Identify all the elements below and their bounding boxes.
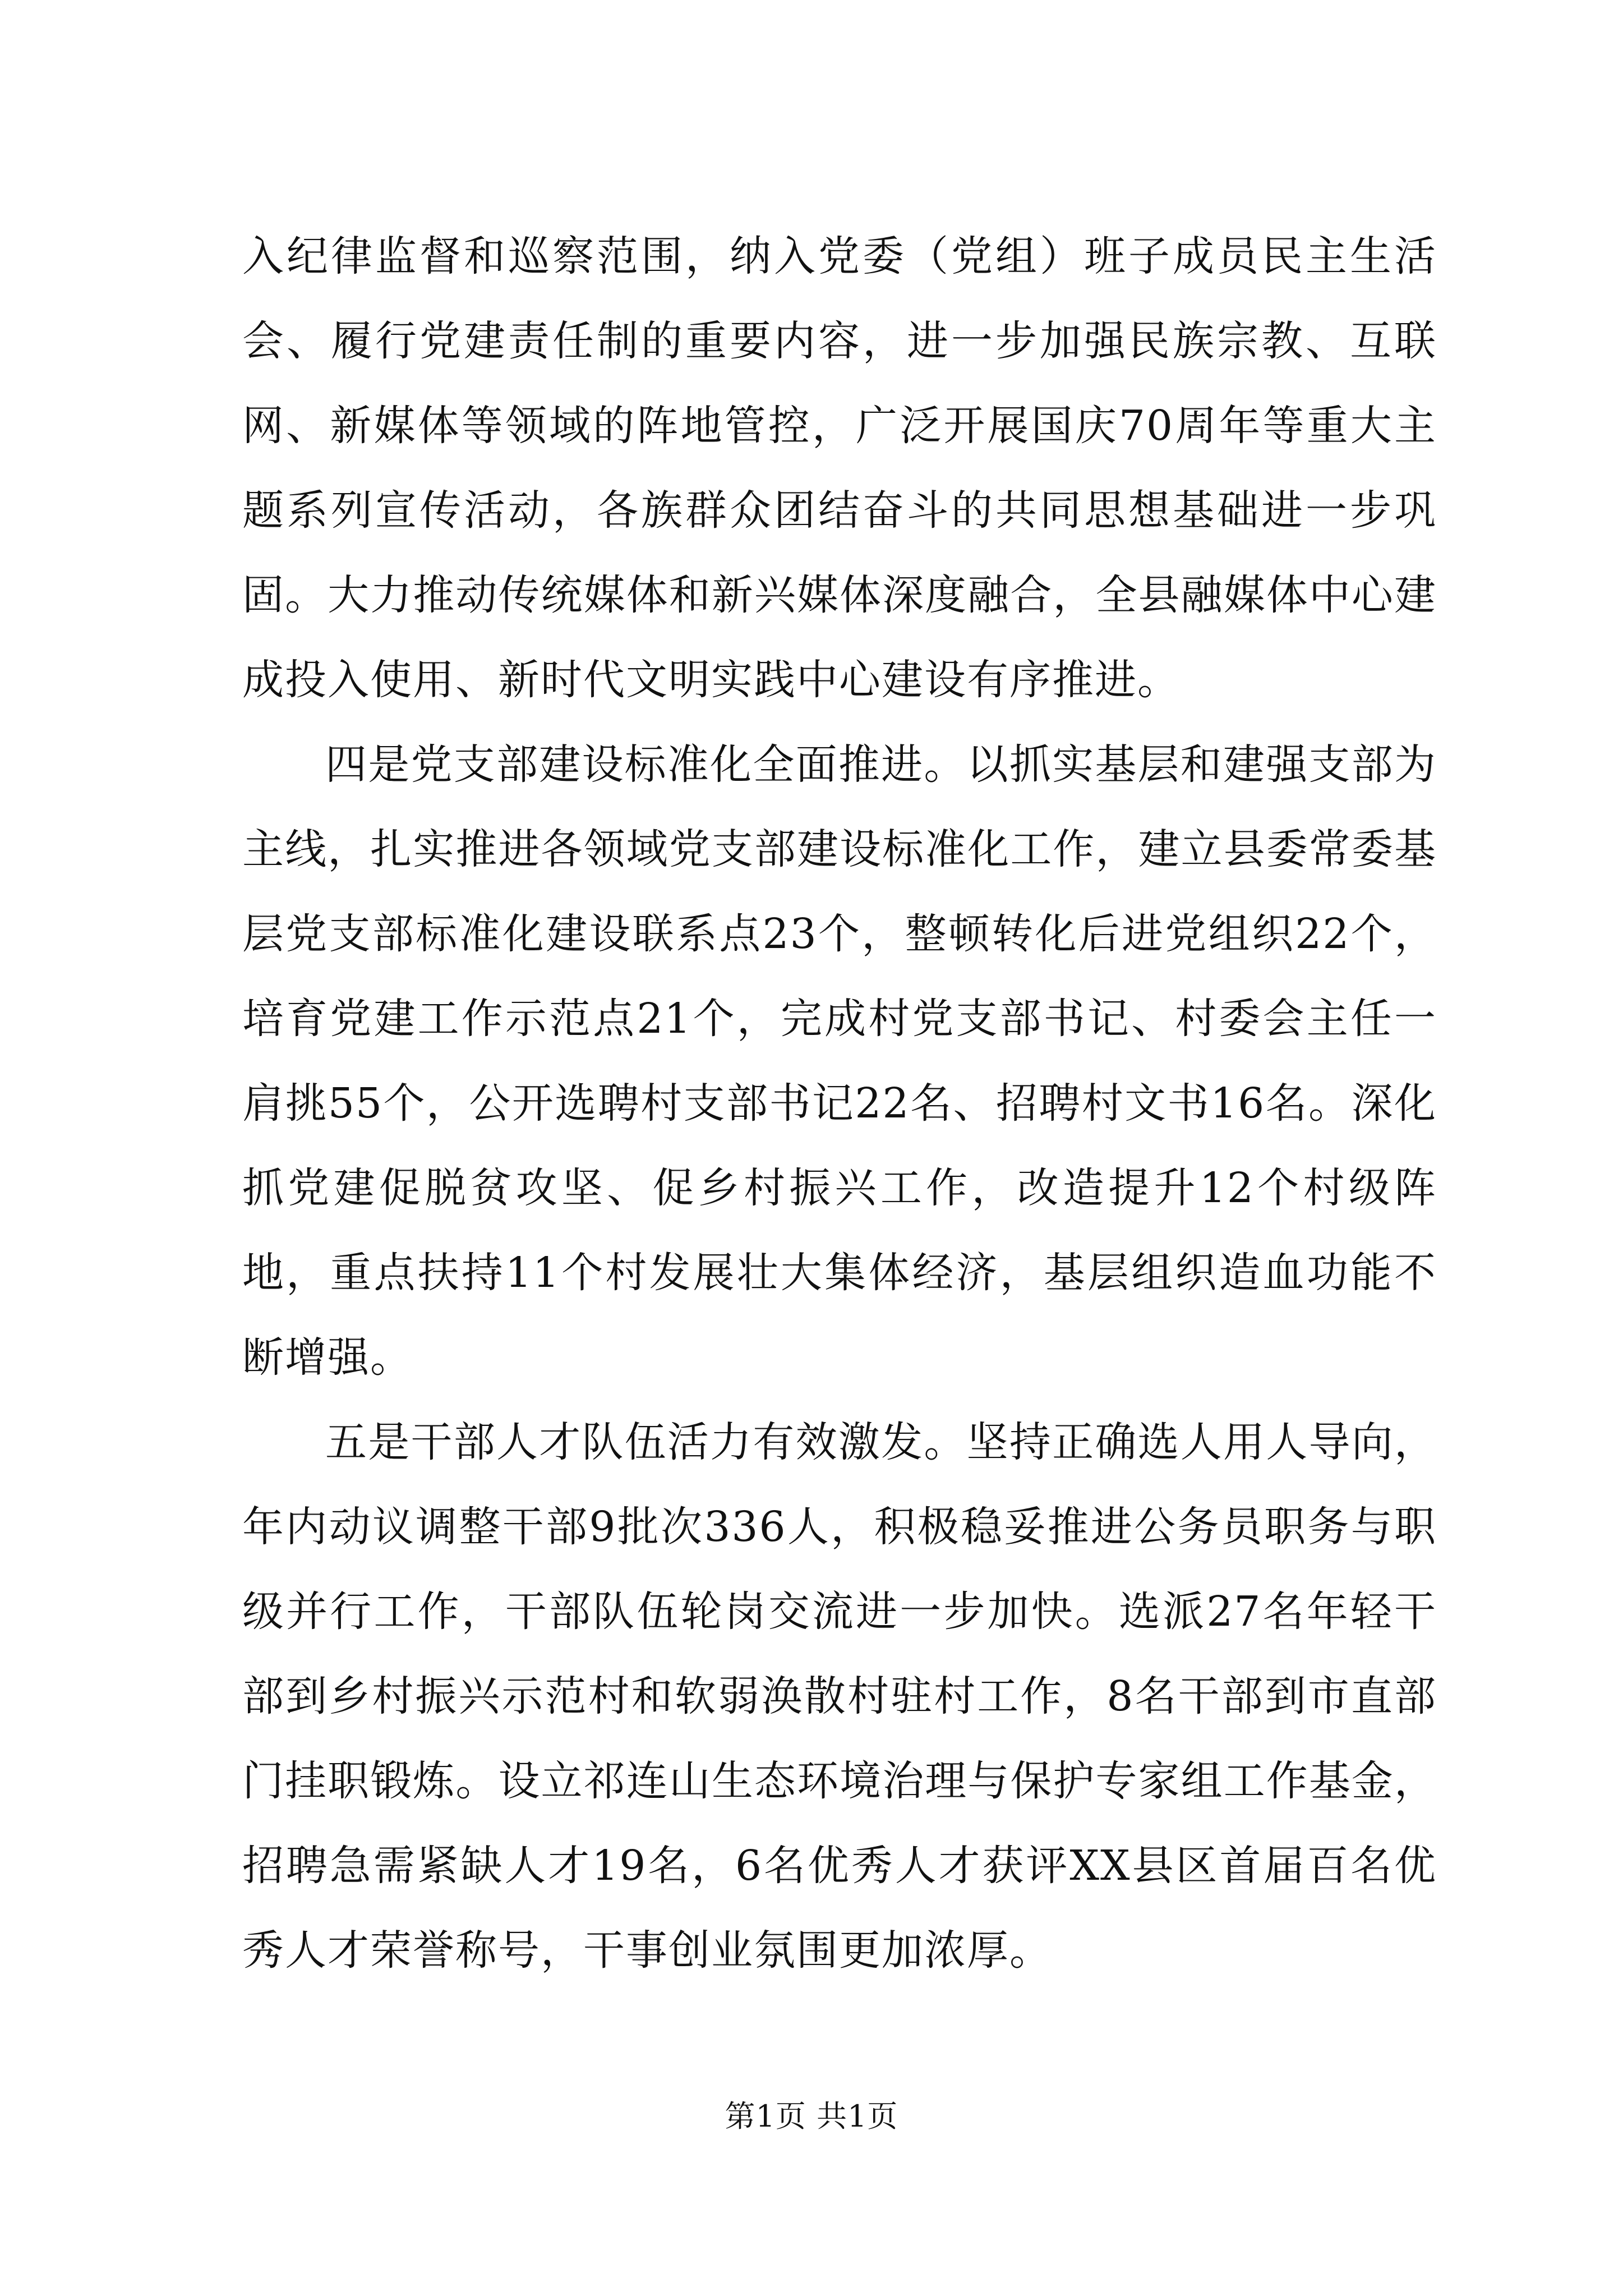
paragraph-continuation: 入纪律监督和巡察范围，纳入党委（党组）班子成员民主生活会、履行党建责任制的重要内容，进一步加强民族宗教、互联网、新媒体等领域的阵地管控，广泛开展国庆70周年等重大主题系列宣传活动，各族群众团结奋斗的共同思想基础进一步巩固。大力推动传统媒体和新兴媒体深度融合，全县融媒体中心建成投入使用、新时代文明实践中心建设有序推进。 (242, 232, 1437, 704)
paragraph-party-branch-standardization: 四是党支部建设标准化全面推进。以抓实基层和建强支部为主线，扎实推进各领域党支部建设标准化工作，建立县委常委基层党支部标准化建设联系点23个，整顿转化后进党组织22个，培育党建工作示范点21个，完成村党支部书记、村委会主任一肩挑55个，公开选聘村支部书记22名、招聘村文书16名。深化抓党建促脱贫攻坚、促乡村振兴工作，改造提升12个村级阵地，重点扶持11个村发展壮大集体经济，基层组织造血功能不断增强。 (242, 740, 1437, 1382)
paragraph-cadre-talent: 五是干部人才队伍活力有效激发。坚持正确选人用人导向，年内动议调整干部9批次336人，积极稳妥推进公务员职务与职级并行工作，干部队伍轮岗交流进一步加快。选派27名年轻干部到乡村振兴示范村和软弱涣散村驻村工作，8名干部到市直部门挂职锻炼。设立祁连山生态环境治理与保护专家组工作基金，招聘急需紧缺人才19名，6名优秀人才获评XX县区首届百名优秀人才荣誉称号，干事创业氛围更加浓厚。 (242, 1418, 1437, 1975)
document-body (242, 214, 1437, 1993)
page-footer: 第1页 共1页 (725, 2099, 898, 2134)
